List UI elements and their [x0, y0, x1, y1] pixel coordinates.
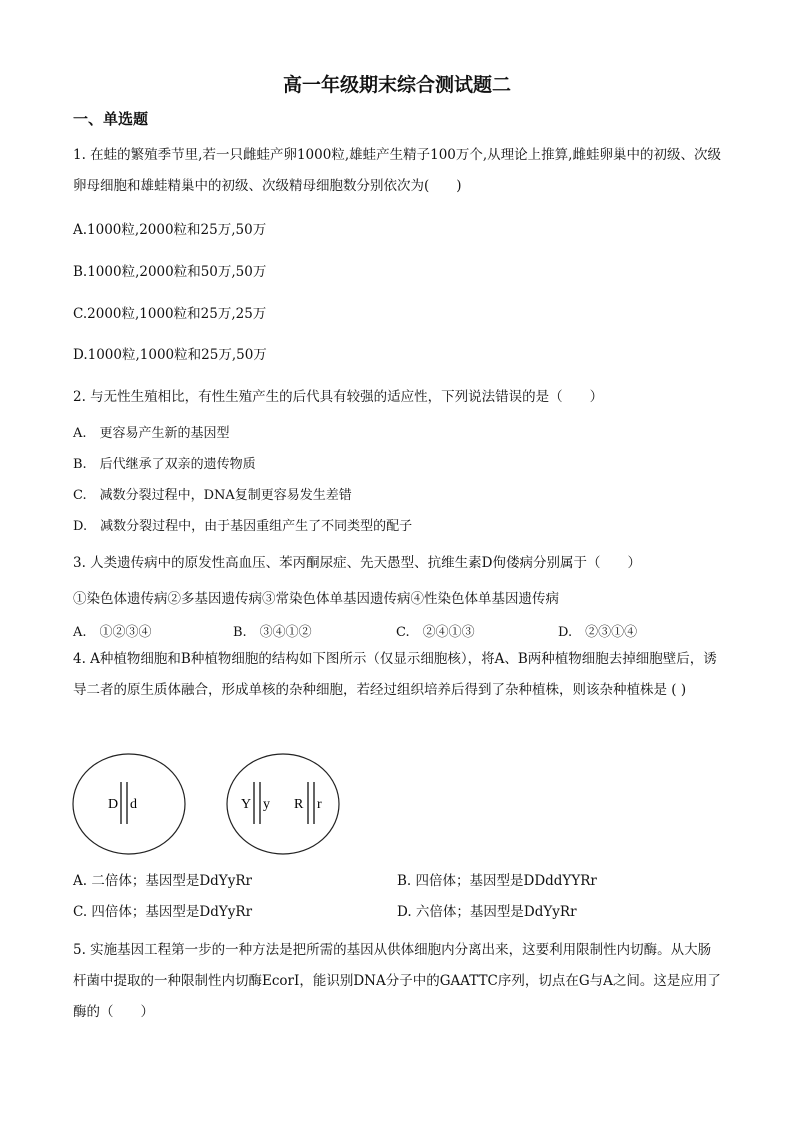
- question-1-stem: 1. 在蛙的繁殖季节里,若一只雌蛙产卵1000粒,雄蛙产生精子100万个,从理论上推算,雌蛙卵巢中的初级、次级卵母细胞和雄蛙精巢中的初级、次级精母细胞数分别依次为( ): [73, 147, 721, 194]
- question-4-option-c: C. 四倍体；基因型是DdYyRr: [73, 904, 253, 920]
- question-3-option-c: C. ②④①③: [396, 625, 475, 640]
- question-2-option-a: A. 更容易产生新的基因型: [73, 426, 230, 441]
- cell-b-label-r-upper: R: [294, 797, 304, 812]
- cell-nucleus-diagram: [70, 752, 350, 862]
- cell-a-label-d-lower: d: [130, 797, 137, 812]
- cell-b-label-y-lower: y: [263, 797, 270, 812]
- question-4-option-d: D. 六倍体；基因型是DdYyRr: [397, 904, 577, 920]
- question-2-option-d: D. 减数分裂过程中，由于基因重组产生了不同类型的配子: [73, 519, 413, 534]
- question-3-option-a: A. ①②③④: [73, 625, 152, 640]
- question-3-list: ①染色体遗传病②多基因遗传病③常染色体单基因遗传病④性染色体单基因遗传病: [73, 591, 559, 607]
- cell-a-outline: [73, 754, 185, 854]
- question-1-option-a: A.1000粒,2000粒和25万,50万: [73, 222, 267, 238]
- question-2-stem: 2. 与无性生殖相比，有性生殖产生的后代具有较强的适应性，下列说法错误的是（ ）: [73, 389, 604, 405]
- cell-a-label-d-upper: D: [108, 797, 119, 812]
- section-heading: 一、单选题: [73, 110, 149, 128]
- question-4-option-b: B. 四倍体；基因型是DDddYYRr: [397, 873, 597, 889]
- question-1-option-b: B.1000粒,2000粒和50万,50万: [73, 264, 267, 280]
- cell-b: [227, 754, 339, 854]
- cell-b-label-r-lower: r: [317, 797, 322, 812]
- cell-b-label-y-upper: Y: [241, 797, 252, 812]
- question-3-option-b: B. ③④①②: [233, 625, 312, 640]
- exam-title: 高一年级期末综合测试题二: [282, 74, 511, 96]
- question-5-stem: 5. 实施基因工程第一步的一种方法是把所需的基因从供体细胞内分离出来，这要利用限制性内切酶。从大肠杆菌中提取的一种限制性内切酶EcorI，能识别DNA分子中的GAATTC序列，切点在G与A之间。这是应用了酶的（ ）: [73, 942, 721, 1020]
- question-2-option-c: C. 减数分裂过程中，DNA复制更容易发生差错: [73, 488, 352, 503]
- question-1-option-d: D.1000粒,1000粒和25万,50万: [73, 347, 267, 363]
- cell-a: [73, 754, 185, 854]
- question-4-option-a: A. 二倍体；基因型是DdYyRr: [73, 873, 252, 889]
- question-2-option-b: B. 后代继承了双亲的遗传物质: [73, 457, 256, 472]
- question-3-option-d: D. ②③①④: [558, 625, 638, 640]
- question-4-stem: 4. A种植物细胞和B种植物细胞的结构如下图所示（仅显示细胞核），将A、B两种植物细胞去掉细胞壁后，诱导二者的原生质体融合，形成单核的杂种细胞，若经过组织培养后得到了杂种植株，则该杂种植株是 ( ): [73, 651, 717, 698]
- question-1-option-c: C.2000粒,1000粒和25万,25万: [73, 306, 267, 322]
- question-3-stem: 3. 人类遗传病中的原发性高血压、苯丙酮尿症、先天愚型、抗维生素D佝偻病分别属于（ ）: [73, 555, 641, 571]
